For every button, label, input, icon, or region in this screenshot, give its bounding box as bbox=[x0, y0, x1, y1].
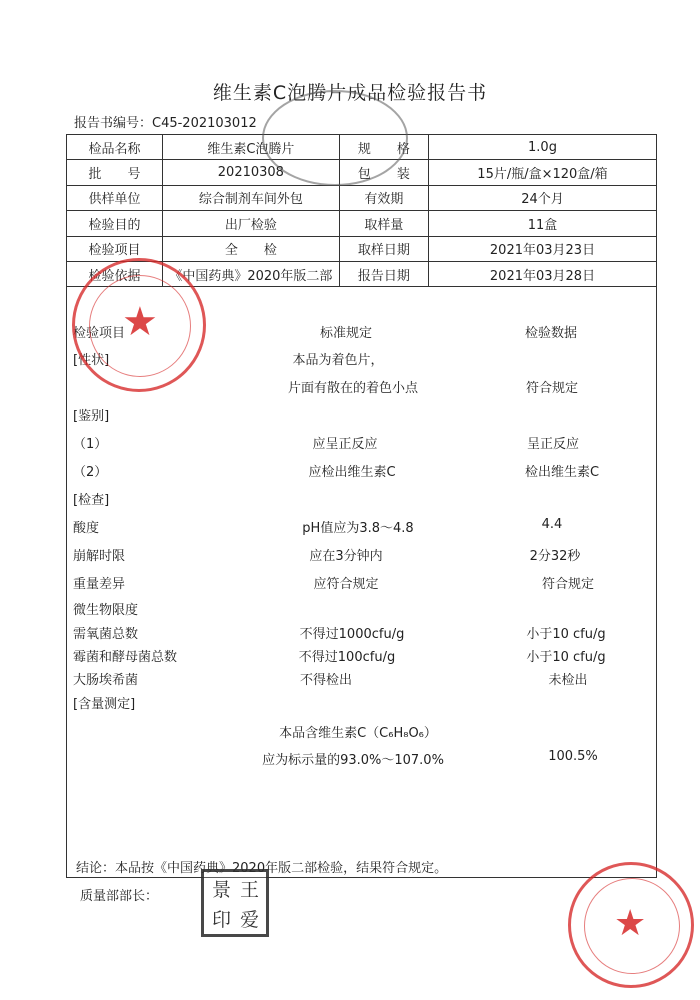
micro-item: 霉菌和酵母菌总数 bbox=[73, 650, 178, 665]
jianbie-result: 检出维生素C bbox=[524, 465, 600, 480]
field-value: 综合制剂车间外包 bbox=[162, 185, 339, 210]
jiancha-standard: 应在3分钟内 bbox=[309, 549, 383, 564]
section-xingzhuang: [性状] bbox=[73, 353, 110, 368]
header-result: 检验数据 bbox=[524, 326, 578, 341]
hanliang-line2: 应为标示量的93.0%～107.0% bbox=[262, 753, 444, 768]
field-label: 取样量 bbox=[339, 211, 428, 236]
field-label: 取样日期 bbox=[339, 236, 428, 261]
hanliang-line1: 本品含维生素C（C₆H₈O₆） bbox=[279, 726, 437, 741]
field-value: 15片/瓶/盒×120盒/箱 bbox=[429, 160, 657, 185]
star-icon: ★ bbox=[122, 299, 158, 345]
table-row bbox=[67, 236, 657, 261]
field-label: 供样单位 bbox=[67, 185, 163, 210]
jiancha-item: 重量差异 bbox=[73, 577, 126, 592]
jianbie-standard: 应呈正反应 bbox=[312, 437, 378, 452]
field-label: 报告日期 bbox=[339, 261, 428, 286]
company-red-seal bbox=[72, 258, 206, 392]
field-value: 出厂检验 bbox=[162, 211, 339, 236]
xingzhuang-result: 符合规定 bbox=[525, 381, 579, 396]
hanliang-result: 100.5% bbox=[548, 749, 598, 764]
field-value: 1.0g bbox=[429, 135, 657, 160]
field-value: 20210308 bbox=[162, 160, 339, 185]
report-number: 报告书编号：C45-202103012 bbox=[74, 116, 257, 131]
jianbie-item: （1） bbox=[73, 437, 108, 452]
field-label: 包 装 bbox=[339, 160, 428, 185]
micro-standard: 不得过100cfu/g bbox=[298, 650, 396, 665]
field-value: 2021年03月23日 bbox=[429, 236, 657, 261]
quality-dept-red-seal bbox=[568, 862, 694, 988]
field-value: 全 检 bbox=[162, 236, 339, 261]
xingzhuang-line1: 本品为着色片， bbox=[292, 353, 384, 368]
jiancha-result: 符合规定 bbox=[541, 577, 595, 592]
field-label: 有效期 bbox=[339, 185, 428, 210]
section-jianbie: [鉴别] bbox=[73, 409, 110, 424]
field-value: 24个月 bbox=[429, 185, 657, 210]
field-label: 检验目的 bbox=[67, 211, 163, 236]
field-label: 批 号 bbox=[67, 160, 163, 185]
signer-label: 质量部部长： bbox=[80, 889, 159, 904]
table-row bbox=[67, 211, 657, 236]
jiancha-item: 崩解时限 bbox=[73, 549, 126, 564]
field-label: 规 格 bbox=[339, 135, 428, 160]
table-row bbox=[67, 185, 657, 210]
micro-item: 需氧菌总数 bbox=[73, 627, 139, 642]
section-jiancha: [检查] bbox=[73, 493, 110, 508]
micro-result: 小于10 cfu/g bbox=[526, 650, 606, 665]
header-item: 检验项目 bbox=[73, 326, 126, 341]
signature-seal: 景 王 印 爱 bbox=[201, 869, 269, 937]
micro-standard: 不得过1000cfu/g bbox=[299, 627, 405, 642]
jiancha-standard: 应符合规定 bbox=[313, 577, 379, 592]
field-label: 检品名称 bbox=[67, 135, 163, 160]
quality-control-seal bbox=[262, 90, 408, 186]
star-icon: ★ bbox=[614, 903, 647, 944]
micro-title: 微生物限度 bbox=[73, 603, 139, 618]
micro-result: 未检出 bbox=[548, 673, 588, 688]
jiancha-result: 4.4 bbox=[541, 517, 563, 532]
micro-result: 小于10 cfu/g bbox=[526, 627, 606, 642]
micro-item: 大肠埃希菌 bbox=[73, 673, 139, 688]
jiancha-result: 2分32秒 bbox=[529, 549, 581, 564]
conclusion: 结论：本品按《中国药典》2020年版二部检验，结果符合规定。 bbox=[76, 861, 448, 876]
micro-standard: 不得检出 bbox=[299, 673, 353, 688]
header-standard: 标准规定 bbox=[319, 326, 373, 341]
field-label: 检验项目 bbox=[67, 236, 163, 261]
jianbie-result: 呈正反应 bbox=[526, 437, 580, 452]
field-label: 检验依据 bbox=[67, 261, 163, 286]
field-value: 11盒 bbox=[429, 211, 657, 236]
field-value: 《中国药典》2020年版二部 bbox=[162, 261, 339, 286]
jianbie-item: （2） bbox=[73, 465, 108, 480]
jianbie-standard: 应检出维生素C bbox=[308, 465, 396, 480]
field-value: 维生素C泡腾片 bbox=[162, 135, 339, 160]
xingzhuang-line2: 片面有散在的着色小点 bbox=[287, 381, 419, 396]
jiancha-item: 酸度 bbox=[73, 521, 100, 536]
field-value: 2021年03月28日 bbox=[429, 261, 657, 286]
section-hanliang: [含量测定] bbox=[73, 697, 136, 712]
jiancha-standard: pH值应为3.8～4.8 bbox=[302, 521, 414, 536]
report-title: 维生素C泡腾片成品检验报告书 bbox=[212, 82, 488, 104]
